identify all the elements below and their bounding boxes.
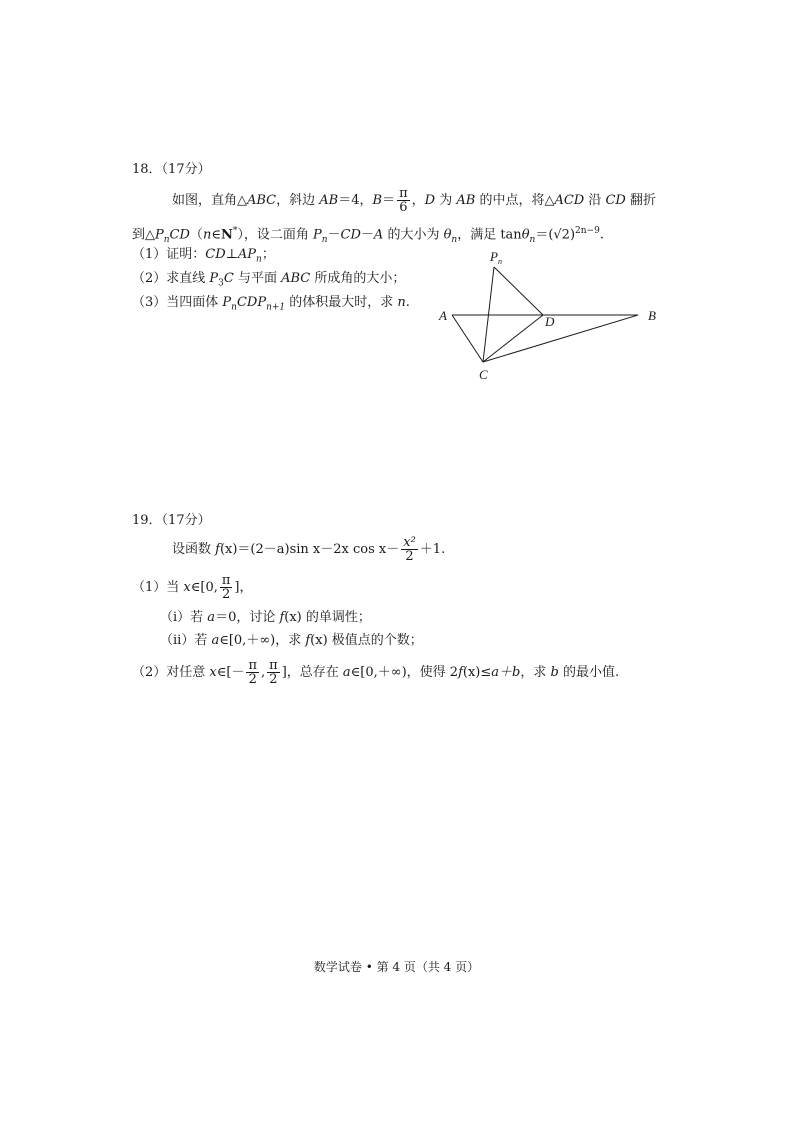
q18-number: 18．（17分） [132,162,211,177]
q19-part-1-i: （i）若 a＝0，讨论 f(x) 的单调性； [160,610,371,625]
pi-over-2-fraction-right: $\frac{\pi}{2}$ [269,658,278,687]
q19-part-1-ii: （ii）若 a∈[0,＋∞)，求 f(x) 极值点的个数； [160,633,423,648]
label-d: D [545,314,555,329]
segment-cd [483,315,543,362]
tetrahedron-figure [430,245,670,385]
segment-cb [483,315,638,362]
q18-part-3: （3）当四面体 $P_nCDP_{n+1}$ 的体积最大时，求 n. [132,295,410,313]
q19-header [132,512,211,530]
q19-part-1: （1）当 x∈[0, $\frac{\pi}{2}$ ]， [132,573,253,602]
page-footer: 数学试卷 • 第 4 页（共 4 页） [313,960,480,974]
q18-header [132,161,211,179]
label-b: B [648,308,656,323]
x-squared-over-2-fraction: $\frac{\text{x²}}{2}$ [403,535,416,564]
segment-ac [452,315,483,362]
q19-function-definition: 设函数 f(x)＝(2－a)sin x－2x cos x－ $\frac{\text{x²}}{2}$ ＋1. [172,535,446,564]
pi-over-2-fraction-left: $\frac{\pi}{2}$ [248,658,257,687]
label-pn: $P_n$ [490,249,502,266]
label-a: A [439,308,447,323]
q18-condition-line: 到$\triangle P_nCD(n\in N^*)$，设二面角 $P_n-CD-A$ 的大小为 $\theta_n$，满足 $\tan\theta_n=(√2)^{2n-9}$. [132,226,604,245]
q19-part-2: （2）对任意 x∈[－ $\frac{\pi}{2}$ , $\frac{\pi}{2}$ ]，总存在 a∈[0,＋∞)，使得 2f(x)≤a＋b，求 b 的最小值. [132,658,620,687]
pi-over-6-fraction: $\frac{\pi}{6}$ [399,186,408,215]
q18-part-2: （2）求直线 $P_3C$ 与平面 ABC 所成角的大小； [132,271,406,289]
pi-over-2-fraction: $\frac{\pi}{2}$ [221,573,231,602]
q18-intro-line: 如图，直角△ABC，斜边 AB＝4，B＝ $\frac{\pi}{6}$ ，D 为 AB 的中点，将△ACD 沿 CD 翻折 [172,186,656,215]
segment-pd [494,267,543,315]
label-c: C [479,367,488,382]
q18-part-1: （1）证明：$CD\perp AP_n$； [132,247,275,265]
q19-number: 19．（17分） [132,513,211,528]
